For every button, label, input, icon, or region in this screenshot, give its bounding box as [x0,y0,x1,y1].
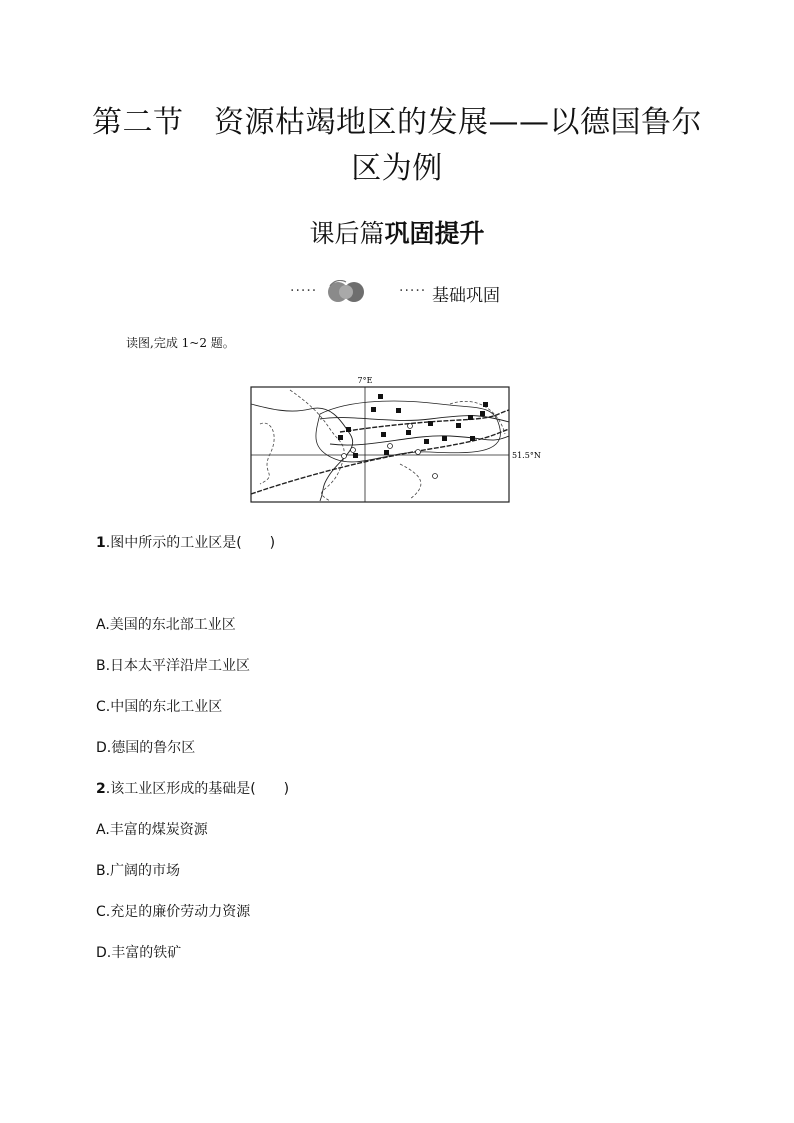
dots-left: ····· [290,283,318,299]
page-title-line-2: 区为例 [351,151,443,186]
question-1-text: .图中所示的工业区是( ) [105,535,276,551]
question-2-text: .该工业区形成的基础是( ) [105,781,290,797]
question-1-option-d[interactable]: D.德国的鲁尔区 [96,740,196,756]
dots-right: ····· [399,283,427,299]
question-2-option-a[interactable]: A.丰富的煤炭资源 [96,822,208,838]
question-1-option-c[interactable]: C.中国的东北工业区 [96,699,223,715]
question-1-stem [96,532,275,552]
question-intro: 读图,完成 1~2 题。 [126,336,235,350]
question-2-stem [96,778,289,798]
question-1-option-a[interactable]: A.美国的东北部工业区 [96,617,236,633]
latitude-label: 51.5°N [512,451,541,460]
page-title-line-1: 第二节 资源枯竭地区的发展——以德国鲁尔 [92,105,702,140]
subtitle [0,214,794,250]
longitude-label: 7°E [357,376,373,385]
question-2-option-c[interactable]: C.充足的廉价劳动力资源 [96,904,251,920]
question-1-number: 1 [96,535,106,551]
section-badge-icon [324,280,368,304]
section-label: 基础巩固 [432,286,500,306]
question-2-number: 2 [96,781,106,797]
question-2-option-d[interactable]: D.丰富的铁矿 [96,945,182,961]
subtitle-normal: 课后篇 [309,219,385,248]
subtitle-bold: 巩固提升 [384,219,485,248]
question-1-option-b[interactable]: B.日本太平洋沿岸工业区 [96,658,251,674]
ruhr-map [250,374,550,504]
section-heading [0,280,794,304]
question-2-option-b[interactable]: B.广阔的市场 [96,863,181,879]
